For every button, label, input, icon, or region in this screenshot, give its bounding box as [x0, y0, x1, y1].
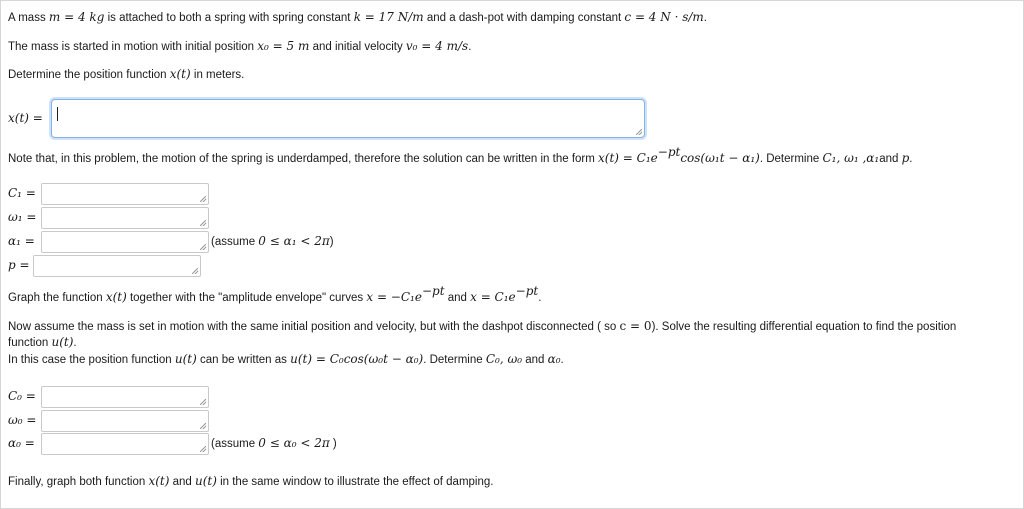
problem-line-3: [8, 67, 244, 83]
c0-input[interactable]: [41, 386, 209, 408]
p-label: p =: [8, 258, 30, 272]
math-c-zero: c = 0: [619, 319, 652, 333]
text: Note that, in this problem, the motion of the spring is underdamped, therefore the solution can be written in the form: [8, 153, 599, 165]
final-instruction: [8, 474, 493, 490]
resize-grip-icon[interactable]: [200, 196, 206, 202]
math-damping-constant: c = 4 N · s/m: [624, 10, 704, 24]
c0-label: C₀ =: [8, 389, 36, 403]
math-u-of-t: u(t): [51, 335, 74, 349]
resize-grip-icon[interactable]: [200, 220, 206, 226]
omega0-label: ω₀ =: [8, 413, 37, 427]
math-form: x(t) = C₁e: [598, 151, 658, 165]
math-unknowns: C₁, ω₁ ,α₁: [822, 151, 880, 165]
alpha0-assumption: [211, 436, 337, 450]
text: Determine the position function: [8, 69, 170, 81]
text: Finally, graph both function: [8, 476, 149, 488]
text: together with the "amplitude envelope" curves: [126, 292, 367, 304]
math-u-of-t: u(t): [174, 352, 197, 366]
text: function: [8, 337, 52, 349]
resize-grip-icon[interactable]: [192, 268, 198, 274]
math-exponent: −pt: [657, 145, 681, 160]
alpha1-label: α₁ =: [8, 234, 35, 248]
alpha0-label: α₀ =: [8, 436, 35, 450]
text: ). Solve the resulting differential equation to find the position: [651, 321, 957, 333]
underdamped-note: [8, 145, 913, 167]
text: A mass: [8, 12, 49, 24]
omega1-input[interactable]: [41, 207, 209, 229]
math-exponent: −pt: [515, 284, 539, 299]
text: ): [329, 236, 334, 248]
problem-line-2: [8, 39, 471, 55]
text: . Determine: [423, 354, 486, 366]
math-cosine: cos(ω₁t − α₁): [680, 151, 760, 165]
text: can be written as: [196, 354, 291, 366]
omega0-input[interactable]: [41, 410, 209, 432]
text: and initial velocity: [309, 41, 406, 53]
position-answer-label: x(t) =: [8, 111, 43, 125]
text: .: [909, 153, 913, 165]
resize-grip-icon[interactable]: [200, 244, 206, 250]
alpha0-input[interactable]: [41, 433, 209, 455]
math-exponent: −pt: [421, 284, 445, 299]
math-x-of-t: x(t): [105, 290, 127, 304]
math-x-of-t: x(t): [169, 67, 191, 81]
math-initial-position: x₀ = 5 m: [257, 39, 310, 53]
math-alpha1-range: 0 ≤ α₁ < 2π: [258, 234, 330, 248]
text: .: [73, 337, 77, 349]
text: (assume: [211, 236, 259, 248]
math-mass: m = 4 kg: [48, 10, 105, 24]
text: The mass is started in motion with initial position: [8, 41, 258, 53]
text: in meters.: [190, 69, 245, 81]
text: and: [879, 153, 902, 165]
undamped-intro-line-3: [8, 352, 564, 368]
alpha1-assumption: [211, 234, 334, 248]
text: .: [468, 41, 472, 53]
text: (assume: [211, 438, 259, 450]
math-alpha0: α₀: [547, 352, 561, 366]
text: and: [169, 476, 195, 488]
resize-grip-icon[interactable]: [200, 446, 206, 452]
math-p: p: [901, 151, 910, 165]
c1-label: C₁ =: [8, 186, 36, 200]
math-undamped-form: u(t) = C₀cos(ω₀t − α₀): [290, 352, 424, 366]
position-answer-input[interactable]: [51, 99, 645, 138]
resize-grip-icon[interactable]: [636, 129, 642, 135]
text: and a dash-pot with damping constant: [423, 12, 625, 24]
math-lower-envelope: x = −C₁e: [366, 290, 422, 304]
c1-input[interactable]: [41, 183, 209, 205]
text: and: [444, 292, 471, 304]
p-input[interactable]: [33, 255, 201, 277]
text: ): [329, 438, 337, 450]
math-initial-velocity: v₀ = 4 m/s: [405, 39, 469, 53]
resize-grip-icon[interactable]: [200, 423, 206, 429]
text: In this case the position function: [8, 354, 175, 366]
alpha1-input[interactable]: [41, 231, 209, 253]
undamped-intro-line-1: [8, 319, 956, 335]
text: .: [703, 12, 707, 24]
text: is attached to both a spring with spring constant: [104, 12, 354, 24]
text: in the same window to illustrate the effect of damping.: [216, 476, 494, 488]
math-unknowns: C₀, ω₀: [485, 352, 523, 366]
text-caret: [57, 107, 58, 121]
text: and: [522, 354, 548, 366]
math-upper-envelope: x = C₁e: [470, 290, 516, 304]
math-u-of-t: u(t): [194, 474, 217, 488]
text: Graph the function: [8, 292, 106, 304]
math-spring-constant: k = 17 N/m: [353, 10, 424, 24]
omega1-label: ω₁ =: [8, 210, 37, 224]
resize-grip-icon[interactable]: [200, 399, 206, 405]
text: . Determine: [759, 153, 823, 165]
graph-instruction: [8, 284, 542, 306]
text: Now assume the mass is set in motion with the same initial position and velocity, but with the dashpot disconnected ( so: [8, 321, 620, 333]
math-x-of-t: x(t): [148, 474, 170, 488]
problem-line-1: [8, 10, 707, 26]
math-alpha0-range: 0 ≤ α₀ < 2π: [258, 436, 330, 450]
text: .: [538, 292, 542, 304]
text: .: [560, 354, 564, 366]
undamped-intro-line-2: [8, 335, 77, 351]
